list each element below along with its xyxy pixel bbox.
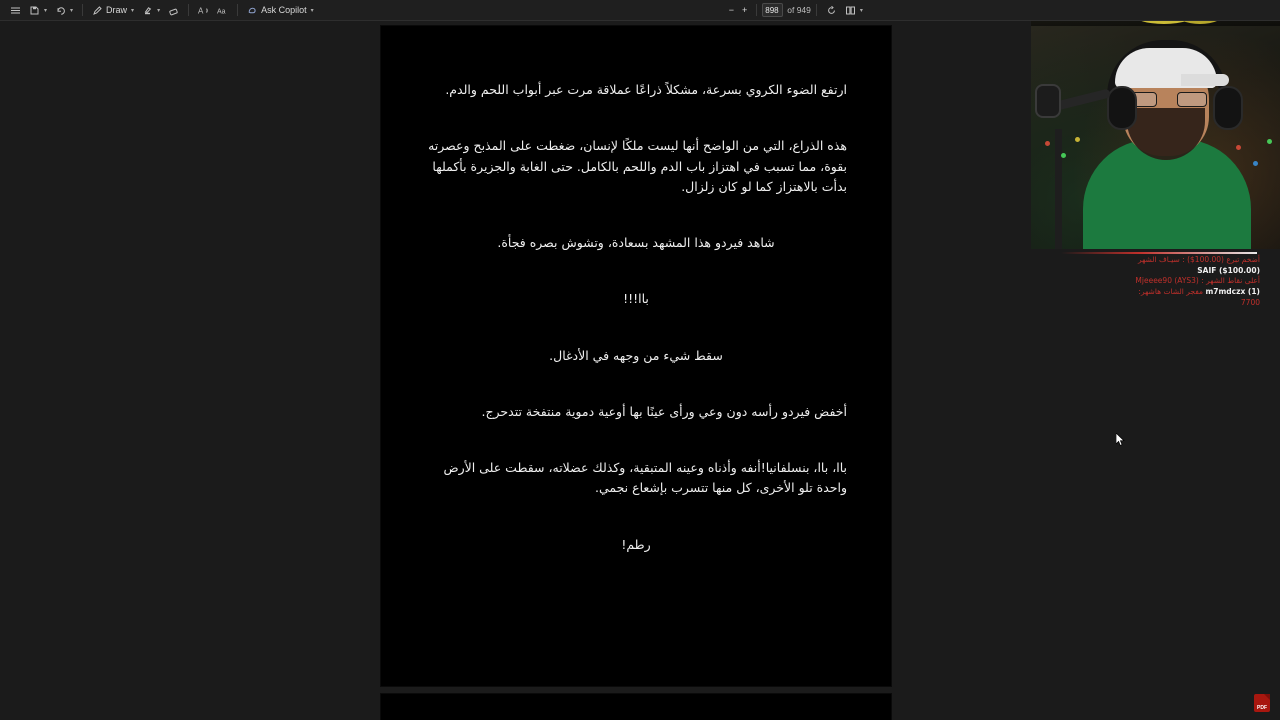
- chevron-down-icon: ▾: [157, 7, 161, 14]
- hamburger-menu-icon: [10, 5, 21, 16]
- string-lights-decoration: [1031, 131, 1280, 191]
- draw-label: Draw: [106, 5, 128, 15]
- paragraph: أخفض فيردو رأسه دون وعي ورأى عينًا بها أوعية دموية منتفخة تتدحرج.: [481, 403, 847, 419]
- rotate-button[interactable]: [822, 2, 841, 19]
- headphone-earcup-right: [1213, 86, 1243, 130]
- alert-line-top-donor: SAIF ($100.00): [1197, 265, 1260, 275]
- read-aloud-icon: [198, 5, 209, 16]
- chevron-down-icon: ▾: [70, 7, 74, 14]
- eraser-icon: [168, 5, 179, 16]
- glasses-icon: [1127, 92, 1207, 107]
- highlight-button[interactable]: [138, 2, 164, 19]
- alert-line-top-chatter: [1060, 287, 1260, 298]
- ask-copilot-button[interactable]: [243, 2, 318, 19]
- toolbar-divider: [816, 4, 817, 16]
- undo-button[interactable]: [51, 2, 77, 19]
- zoom-in-label: +: [741, 5, 748, 15]
- streamer-cap-brim: [1181, 74, 1229, 86]
- paragraph: شاهد فيردو هذا المشهد بسعادة، وتشوش بصره فجأة.: [497, 235, 775, 250]
- chevron-down-icon: ▾: [859, 7, 863, 14]
- toolbar-divider: [756, 4, 757, 16]
- pdf-page-next: [381, 694, 891, 720]
- paragraph: هذه الذراع، التي من الواضح أنها ليست ملكًا لإنسان، ضغطت على المذبح وعصرته بقوة، مما تسبب في اهتزاز باب الدم واللحم بالكامل. حتى الغابة والجزيرة بأكملها بدأت بالاهتزاز كما لو كان زلزال.: [428, 138, 847, 194]
- paragraph: رطم!: [621, 536, 651, 552]
- text-style-button[interactable]: [213, 2, 232, 19]
- pdf-badge-label: PDF: [1257, 705, 1267, 711]
- mouse-cursor: [1116, 433, 1126, 447]
- microphone-icon: [1035, 84, 1061, 118]
- stream-alerts-overlay: [1060, 252, 1260, 308]
- svg-text:A: A: [198, 6, 204, 15]
- paragraph: سقط شيء من وجهه في الأدغال.: [549, 347, 723, 363]
- save-icon: [29, 5, 40, 16]
- page-layout-icon: [845, 5, 856, 16]
- page-text-content: [381, 26, 891, 555]
- paragraph: باا، باا، بنسلفانيا!أنفه وأذناه وعينه المتبقية، وكذلك عضلاته، سقطت على الأرض واحدة تلو الأخرى، كل منها تتسرب بإشعاع نجمي.: [443, 460, 847, 496]
- svg-text:Aa: Aa: [217, 8, 226, 15]
- alert-chatter-name: m7mdczx (1): [1205, 286, 1260, 296]
- paragraph: ارتفع الضوء الكروي بسرعة، مشكلاً ذراعًا عملاقة مرت عبر أبواب اللحم والدم.: [445, 82, 847, 97]
- zoom-out-button[interactable]: [725, 2, 738, 19]
- undo-icon: [55, 5, 66, 16]
- copilot-icon: [247, 5, 258, 16]
- text-style-icon: [217, 5, 228, 16]
- erase-button[interactable]: [164, 2, 183, 19]
- toolbar-divider: [188, 4, 189, 16]
- alert-line-top-points: أعلى نقاط الشهر : Mjeeee90 (AYS3): [1135, 276, 1260, 286]
- pdf-toolbar: [0, 0, 1280, 21]
- chevron-down-icon: ▾: [44, 7, 48, 14]
- save-button[interactable]: [25, 2, 51, 19]
- acrobat-pdf-badge[interactable]: [1254, 694, 1270, 712]
- toolbar-center-group: [725, 2, 867, 19]
- paragraph: باا!!!: [623, 291, 649, 307]
- rotate-icon: [826, 5, 837, 16]
- chevron-down-icon: ▾: [310, 7, 314, 14]
- page-total-label: of 949: [787, 5, 811, 15]
- webcam-overlay: [1031, 0, 1280, 249]
- highlighter-icon: [142, 5, 153, 16]
- chevron-down-icon: ▾: [131, 7, 135, 14]
- read-aloud-button[interactable]: [194, 2, 213, 19]
- alert-chatter-label: مفجر الشات هاشهر:: [1138, 286, 1204, 296]
- zoom-out-label: −: [728, 5, 734, 15]
- draw-button[interactable]: [88, 2, 138, 19]
- ask-copilot-label: Ask Copilot: [261, 5, 307, 15]
- toolbar-left-group: [6, 2, 318, 19]
- zoom-in-button[interactable]: [738, 2, 751, 19]
- headphone-earcup-left: [1107, 86, 1137, 130]
- hamburger-menu-button[interactable]: [6, 2, 25, 19]
- toolbar-divider: [237, 4, 238, 16]
- page-layout-button[interactable]: [841, 2, 867, 19]
- pen-icon: [92, 5, 103, 16]
- page-number-input[interactable]: [762, 3, 783, 17]
- alert-divider: [1061, 252, 1257, 254]
- alert-line-top-donation: أضخم تبرع (100.00$) : سيـاف الشهر: [1137, 255, 1260, 264]
- pdf-page: [381, 26, 891, 686]
- alert-line-points-value: 7700: [1240, 297, 1260, 307]
- toolbar-divider: [82, 4, 83, 16]
